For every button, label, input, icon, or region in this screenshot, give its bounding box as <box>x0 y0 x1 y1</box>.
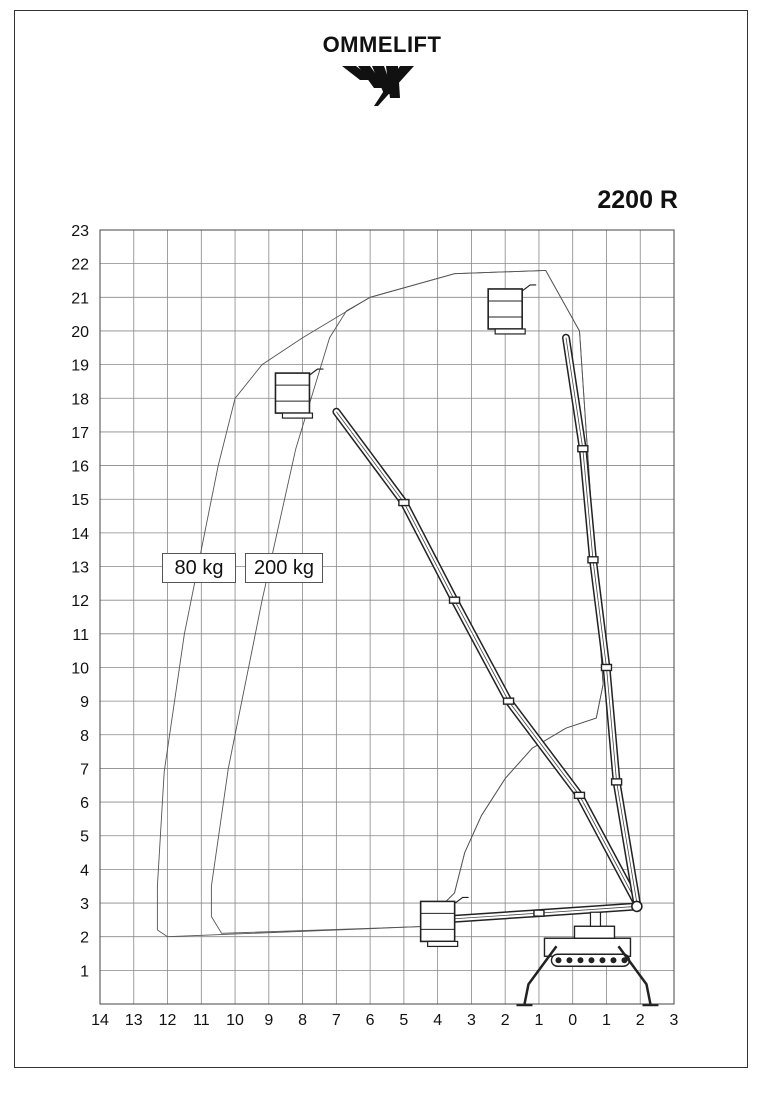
y-tick-label: 2 <box>80 929 89 947</box>
y-axis-ticks <box>71 223 89 980</box>
plot-border <box>100 230 674 1004</box>
baskets <box>275 285 536 946</box>
y-tick-label: 23 <box>71 223 89 240</box>
boom-joint <box>574 792 584 798</box>
boom-joint <box>601 664 611 670</box>
y-tick-label: 10 <box>71 660 89 678</box>
load-label-200kg: 200 kg <box>245 553 323 583</box>
basket-high <box>488 285 536 334</box>
x-tick-label: 13 <box>124 1012 143 1029</box>
y-tick-label: 18 <box>71 391 89 409</box>
model-name: 2200 R <box>597 186 678 214</box>
y-tick-label: 5 <box>80 828 89 846</box>
boom-vertical <box>566 338 637 903</box>
envelope-200kg <box>211 270 603 933</box>
boom-joint <box>588 557 598 563</box>
x-tick-label: 0 <box>568 1012 578 1029</box>
x-tick-label: 4 <box>433 1012 443 1029</box>
y-tick-label: 22 <box>71 256 89 274</box>
y-tick-label: 7 <box>80 761 89 779</box>
boom-horizontal <box>438 906 637 920</box>
y-tick-label: 4 <box>80 862 89 880</box>
envelope-80kg <box>157 270 603 936</box>
x-tick-label: 10 <box>226 1012 244 1029</box>
y-tick-label: 21 <box>71 290 89 308</box>
y-tick-label: 9 <box>80 694 89 712</box>
y-tick-label: 13 <box>71 559 89 577</box>
y-tick-label: 8 <box>80 727 89 745</box>
y-tick-label: 14 <box>71 525 89 543</box>
load-label-80kg: 80 kg <box>162 553 236 583</box>
x-tick-label: 8 <box>298 1012 308 1029</box>
y-tick-label: 1 <box>80 963 89 981</box>
boom-joint <box>612 779 622 785</box>
y-tick-label: 17 <box>71 424 89 442</box>
boom-joint <box>534 910 544 916</box>
x-tick-label: 12 <box>158 1012 177 1029</box>
y-tick-label: 3 <box>80 896 89 914</box>
x-tick-label: 3 <box>669 1012 679 1029</box>
boom-joint <box>504 698 514 704</box>
boom-joint <box>399 500 409 506</box>
x-tick-label: 9 <box>264 1012 274 1029</box>
boom-diagonal <box>336 412 637 903</box>
x-tick-label: 6 <box>365 1012 375 1029</box>
x-tick-label: 5 <box>399 1012 409 1029</box>
y-tick-label: 6 <box>80 795 89 813</box>
envelope-curves <box>157 270 603 936</box>
y-tick-label: 16 <box>71 458 89 476</box>
boom-joint <box>450 597 460 603</box>
x-tick-label: 11 <box>192 1012 210 1029</box>
x-axis-ticks <box>91 1012 678 1029</box>
y-tick-label: 19 <box>71 357 89 375</box>
basket-mid <box>275 369 323 418</box>
x-tick-label: 2 <box>635 1012 645 1029</box>
y-tick-label: 15 <box>71 492 89 510</box>
x-tick-label: 1 <box>602 1012 611 1029</box>
x-tick-label: 2 <box>500 1012 510 1029</box>
boom-joint <box>578 446 588 452</box>
x-tick-label: 1 <box>534 1012 544 1029</box>
boom-pivot <box>632 901 642 911</box>
x-tick-label: 14 <box>91 1012 109 1029</box>
x-tick-label: 7 <box>331 1012 341 1029</box>
y-tick-label: 12 <box>71 593 89 611</box>
y-tick-label: 11 <box>72 626 89 644</box>
y-tick-label: 20 <box>71 323 89 341</box>
grid <box>100 230 674 1004</box>
brand-name: OMMELIFT <box>322 32 442 57</box>
boom-positions <box>336 338 637 920</box>
x-tick-label: 3 <box>466 1012 476 1029</box>
